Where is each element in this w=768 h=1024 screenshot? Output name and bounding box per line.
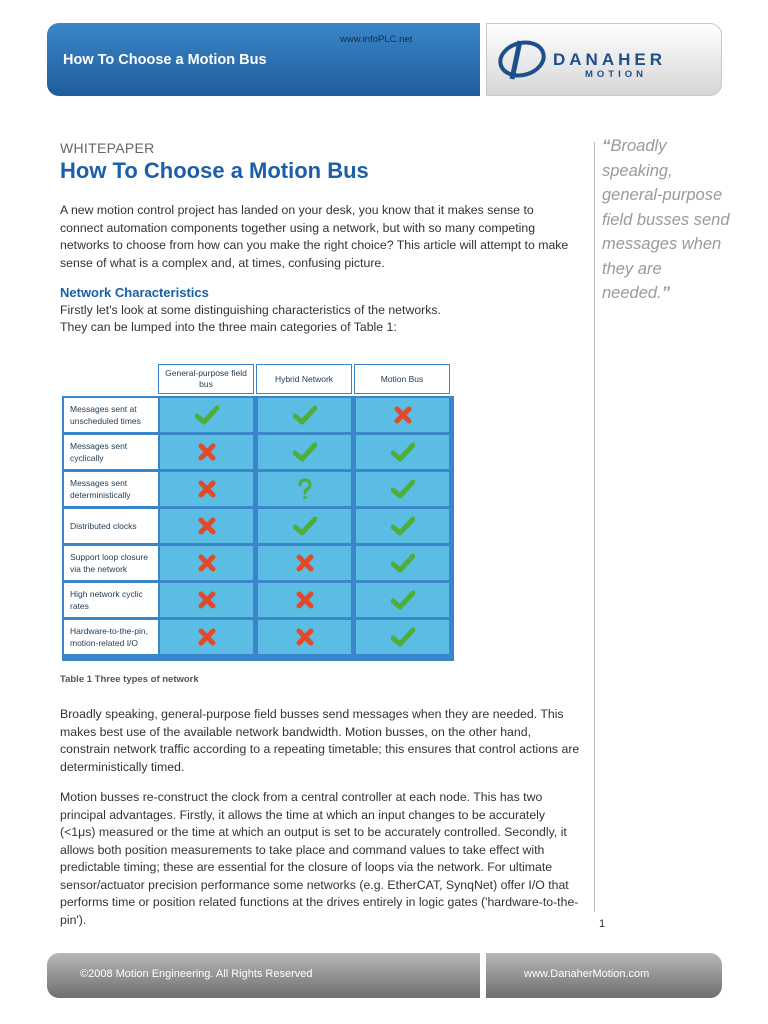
table-cell [356,509,449,543]
footer-copyright: ©2008 Motion Engineering. All Rights Reserved [80,968,313,980]
table-cell [160,546,253,580]
danaher-logo-icon [498,37,548,81]
table-cell [356,472,449,506]
check-icon [293,405,317,425]
cross-icon [197,516,217,536]
question-icon [296,478,314,500]
table-cell [258,509,351,543]
section-line-1: Firstly let's look at some distinguishing characteristics of the networks. [60,303,441,317]
table-cell [258,546,351,580]
table-cell [356,620,449,654]
body-paragraph-3: Motion busses re-construct the clock from a central controller at each node. This has two principal advantages. Firstly, it allows the time at which an input changes to be accurately (<1μs) measured or the time at which an output is set to be accurately controlled. Secondly, it allows both position measurements to take place and command values to take effect with predictable timing; these are essential for the closure of loops via the network. For ultimate sensor/actuator precision performance some networks (e.g. EtherCAT, SynqNet) offer I/O that performs time or position related functions at the drives entirely in logic gates ('hardware-to-the-pin'). [60,790,579,927]
table-cell [258,398,351,432]
check-icon [391,516,415,536]
whitepaper-label: WHITEPAPER [60,140,155,156]
cross-icon [197,590,217,610]
open-quote-mark: “ [602,136,611,155]
pull-quote [602,134,732,306]
row-label: High network cyclic rates [64,583,158,617]
table-cell [258,472,351,506]
check-icon [391,627,415,647]
check-icon [293,442,317,462]
table-cell [258,435,351,469]
cross-icon [197,479,217,499]
section-line-2: They can be lumped into the three main categories of Table 1: [60,320,397,334]
close-quote-mark: ” [661,283,671,302]
cross-icon [197,627,217,647]
table-cell [356,546,449,580]
table-cell [356,435,449,469]
body-paragraph-2: Broadly speaking, general-purpose field busses send messages when they are needed. This makes best use of the available network bandwidth. Motion busses, on the other hand, constrain network traffic according to a repeating timetable; this ensures that control actions are deterministically timed. [60,707,580,774]
table-cell [160,620,253,654]
cross-icon [295,590,315,610]
table-cell [356,398,449,432]
column-header: General-purpose field bus [158,364,254,394]
column-header: Motion Bus [354,364,450,394]
pull-quote-text: Broadly speaking, general-purpose field busses send messages when they are needed. [602,137,730,302]
cross-icon [295,627,315,647]
check-icon [293,516,317,536]
row-label: Distributed clocks [64,509,158,543]
table-cell [356,583,449,617]
table-cell [258,620,351,654]
table-cell [160,509,253,543]
header-title: How To Choose a Motion Bus [63,52,267,68]
page-title: How To Choose a Motion Bus [60,158,369,183]
table-grid [62,396,454,661]
table-cell [160,472,253,506]
check-icon [391,479,415,499]
cross-icon [197,553,217,573]
check-icon [391,553,415,573]
row-label: Messages sent deterministically [64,472,158,506]
row-label: Messages sent cyclically [64,435,158,469]
header-url[interactable]: www.infoPLC.net [340,34,413,45]
table-cell [160,583,253,617]
intro-paragraph: A new motion control project has landed on your desk, you know that it makes sense to connect automation components together using a network, but with so many competing networks to choose from how can you make the right choice? This article will attempt to make sense of what is a complex and, at times, confusing picture. [60,203,569,270]
cross-icon [393,405,413,425]
logo-subtitle: MOTION [585,69,647,80]
table-cell [160,435,253,469]
check-icon [391,590,415,610]
section-heading: Network Characteristics [60,285,209,300]
cross-icon [197,442,217,462]
table-caption: Table 1 Three types of network [60,674,199,685]
logo-wordmark: DANAHER [553,50,666,69]
footer-url[interactable]: www.DanaherMotion.com [524,968,650,980]
row-label: Messages sent at unscheduled times [64,398,158,432]
row-label: Support loop closure via the network [64,546,158,580]
table-cell [160,398,253,432]
page-number: 1 [599,918,606,930]
cross-icon [295,553,315,573]
row-label: Hardware-to-the-pin, motion-related I/O [64,620,158,654]
check-icon [391,442,415,462]
sidebar-divider [594,142,595,912]
check-icon [195,405,219,425]
table-cell [258,583,351,617]
column-header: Hybrid Network [256,364,352,394]
